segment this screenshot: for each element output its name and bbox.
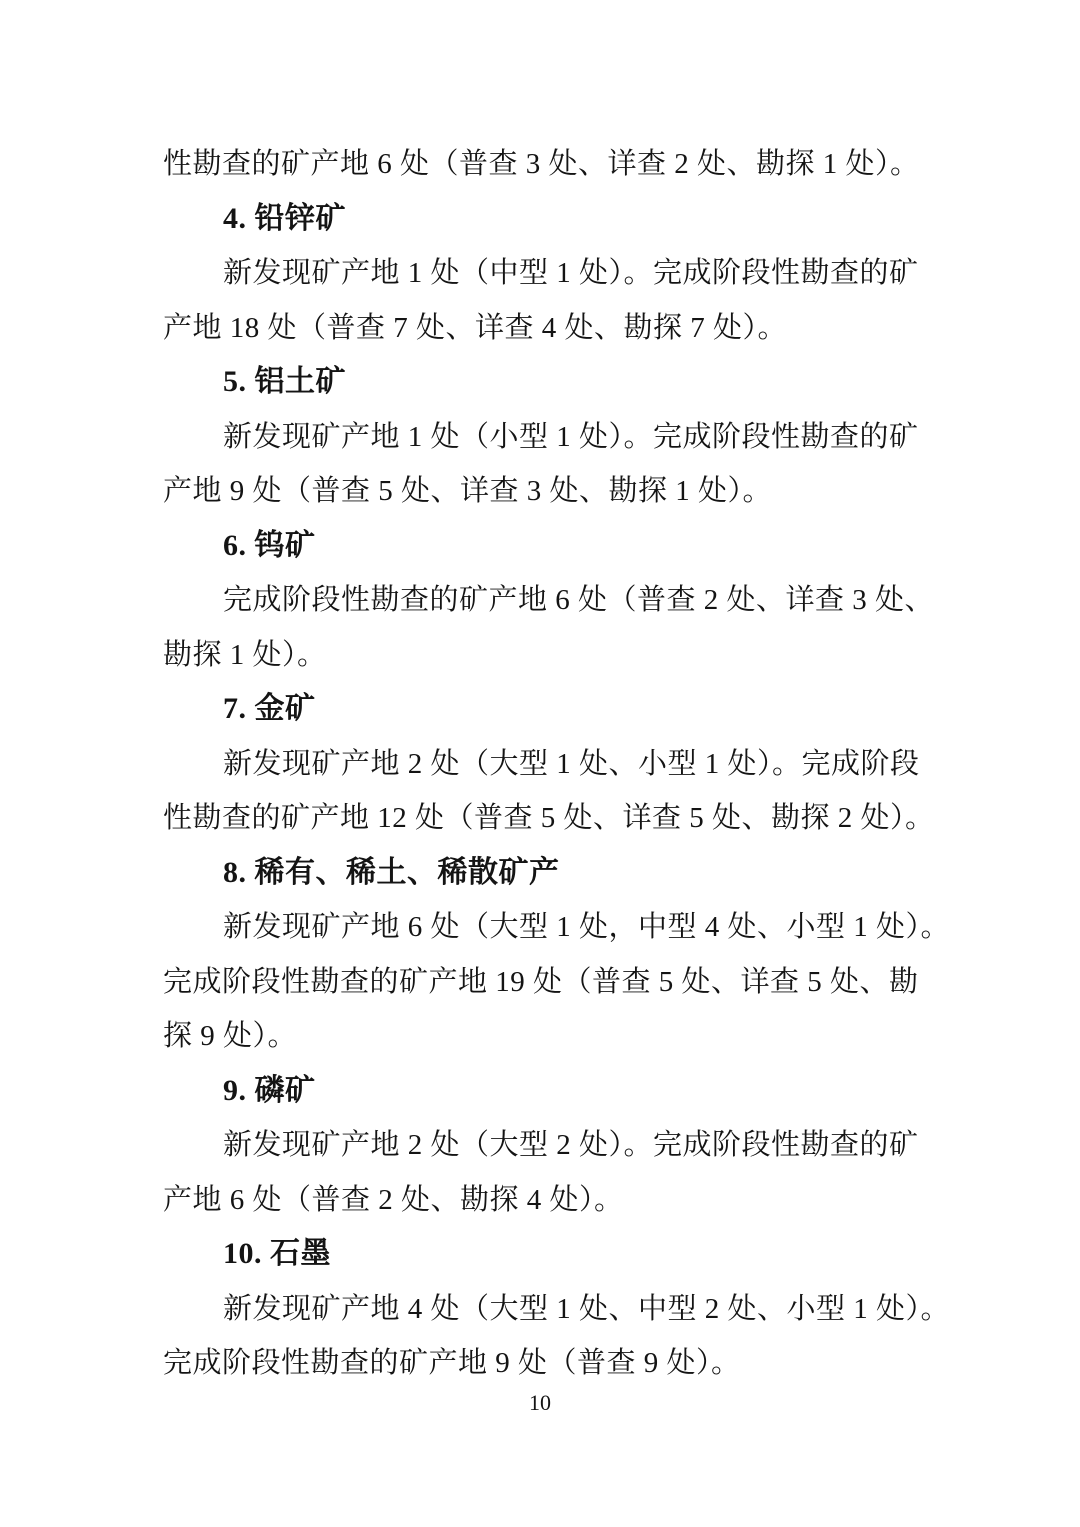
section-gold <box>163 682 935 846</box>
paragraph-line: 完成阶段性勘查的矿产地 19 处（普查 5 处、详查 5 处、勘 <box>163 965 919 998</box>
section-rare-metals <box>163 846 951 1064</box>
paragraph-line: 完成阶段性勘查的矿产地 6 处（普查 2 处、详查 3 处、 <box>223 584 935 616</box>
section-heading: 10. 石墨 <box>223 1237 331 1270</box>
paragraph-line: 性勘查的矿产地 12 处（普查 5 处、详查 5 处、勘探 2 处）。 <box>163 802 935 834</box>
paragraph-line: 性勘查的矿产地 6 处（普查 3 处、详查 2 处、勘探 1 处）。 <box>163 148 920 180</box>
paragraph-line: 新发现矿产地 6 处（大型 1 处，中型 4 处、小型 1 处）。 <box>223 911 951 943</box>
section-tungsten <box>163 519 935 683</box>
document-body <box>163 137 951 1391</box>
paragraph-line: 产地 6 处（普查 2 处、勘探 4 处）。 <box>163 1183 624 1216</box>
paragraph-line: 新发现矿产地 2 处（大型 1 处、小型 1 处）。完成阶段 <box>223 747 920 780</box>
paragraph-line: 新发现矿产地 2 处（大型 2 处）。完成阶段性勘查的矿 <box>223 1129 919 1161</box>
section-heading: 4. 铅锌矿 <box>223 201 346 235</box>
section-heading: 9. 磷矿 <box>223 1073 316 1107</box>
section-graphite <box>163 1227 951 1391</box>
section-heading: 7. 金矿 <box>223 692 316 725</box>
paragraph-line: 完成阶段性勘查的矿产地 9 处（普查 9 处）。 <box>163 1347 741 1379</box>
paragraph-line: 探 9 处）。 <box>163 1020 298 1052</box>
paragraph-line: 新发现矿产地 4 处（大型 1 处、中型 2 处、小型 1 处）。 <box>223 1292 951 1325</box>
paragraph-line: 产地 18 处（普查 7 处、详查 4 处、勘探 7 处）。 <box>163 311 788 344</box>
paragraph-line: 勘探 1 处）。 <box>163 638 327 671</box>
section-bauxite <box>163 355 923 519</box>
section-heading: 5. 铝土矿 <box>223 365 346 398</box>
section-heading: 8. 稀有、稀土、稀散矿产 <box>223 855 560 889</box>
page-number: 10 <box>529 1390 551 1415</box>
section-heading: 6. 钨矿 <box>223 528 316 562</box>
paragraph-line: 新发现矿产地 1 处（中型 1 处）。完成阶段性勘查的矿 <box>223 257 919 289</box>
paragraph-line: 新发现矿产地 1 处（小型 1 处）。完成阶段性勘查的矿 <box>223 420 919 453</box>
section-lead-zinc <box>163 192 923 356</box>
paragraph-line: 产地 9 处（普查 5 处、详查 3 处、勘探 1 处）。 <box>163 475 773 507</box>
section-phosphate <box>163 1064 923 1228</box>
